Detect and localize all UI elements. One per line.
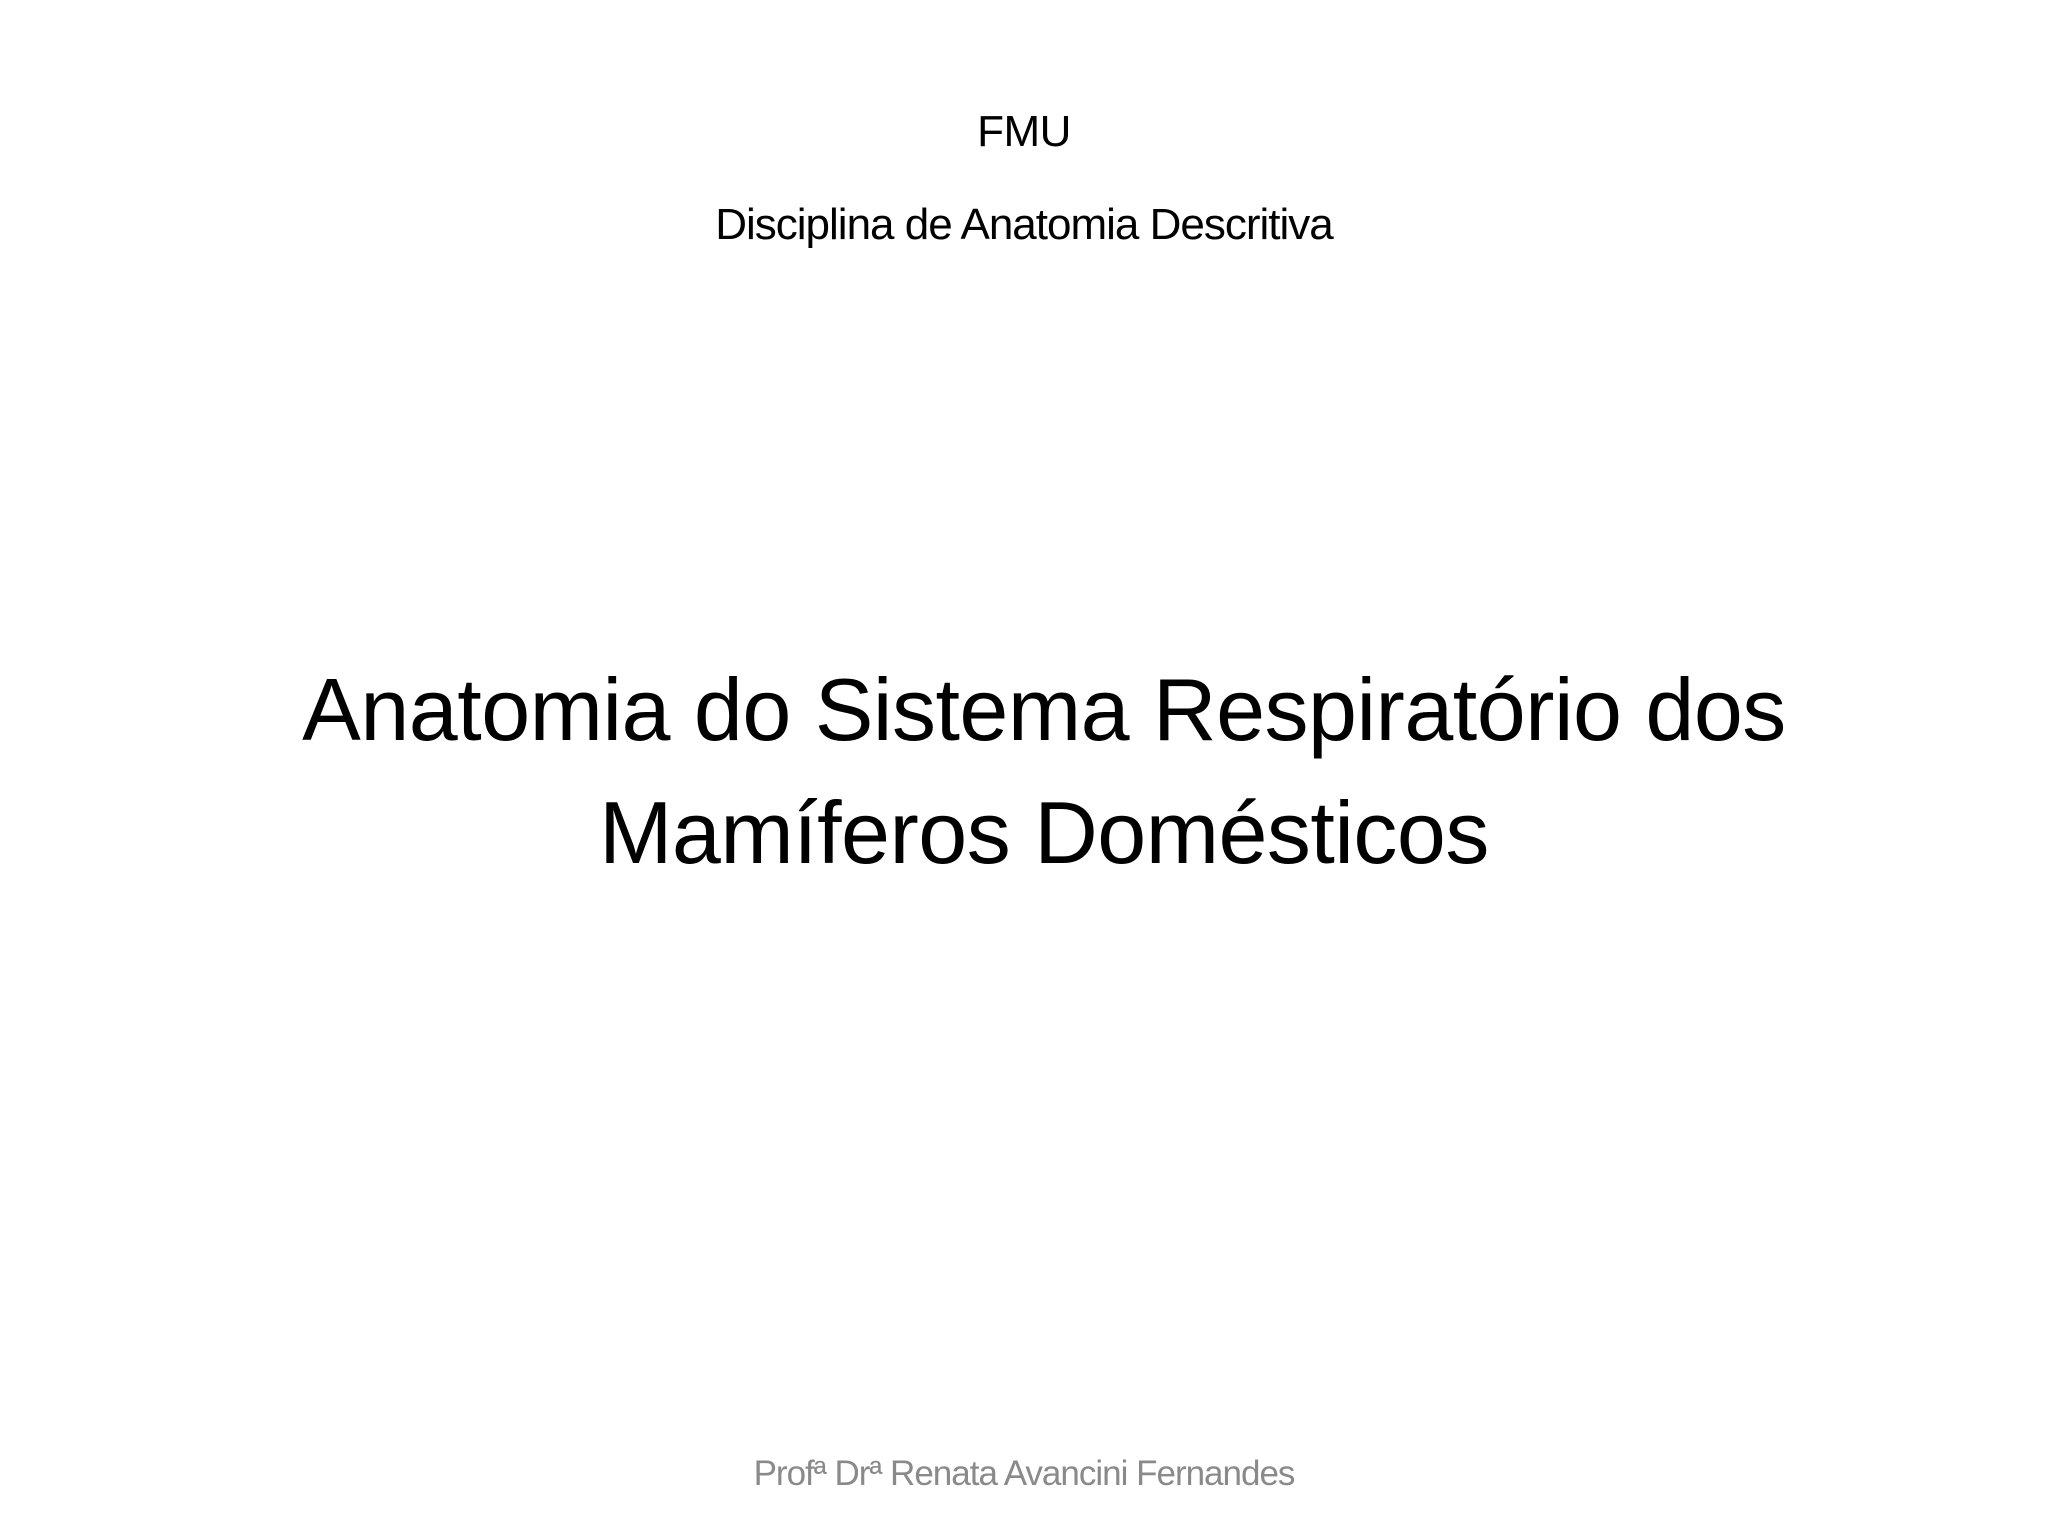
header-discipline: Disciplina de Anatomia Descritiva bbox=[715, 200, 1333, 249]
header-institution: FMU bbox=[977, 107, 1071, 156]
slide-title-line-2: Mamíferos Domésticos bbox=[599, 783, 1489, 882]
slide-title-line-1: Anatomia do Sistema Respiratório dos bbox=[302, 660, 1786, 759]
footer-author: Profª Drª Renata Avancini Fernandes bbox=[753, 1454, 1295, 1493]
slide-title bbox=[40, 648, 2048, 894]
